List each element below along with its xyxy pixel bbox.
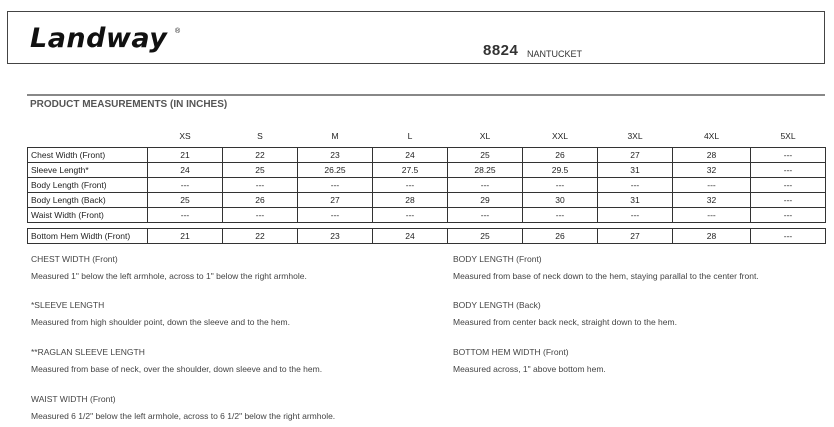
table-title: PRODUCT MEASUREMENTS (IN INCHES) bbox=[30, 99, 228, 110]
definition-text: Measured 6 1/2" below the left armhole, across to 6 1/2" below the right armhole. bbox=[31, 411, 336, 421]
size-header: 3XL bbox=[627, 131, 643, 141]
table-cell: 32 bbox=[673, 193, 751, 208]
size-header: S bbox=[257, 131, 263, 141]
table-cell: 31 bbox=[598, 193, 673, 208]
table-cell: 27 bbox=[298, 193, 373, 208]
table-cell: --- bbox=[751, 208, 826, 223]
row-label: Body Length (Front) bbox=[28, 178, 148, 193]
row-label: Bottom Hem Width (Front) bbox=[28, 229, 148, 244]
table-row bbox=[28, 229, 826, 244]
table-cell: --- bbox=[373, 178, 448, 193]
table-cell: --- bbox=[751, 178, 826, 193]
style-name: NANTUCKET bbox=[527, 49, 583, 59]
table-cell: 21 bbox=[148, 229, 223, 244]
definition-chest bbox=[31, 254, 411, 281]
table-cell: --- bbox=[751, 148, 826, 163]
measurements-section bbox=[27, 94, 825, 244]
table-cell: 24 bbox=[148, 163, 223, 178]
row-label: Sleeve Length* bbox=[28, 163, 148, 178]
table-cell: 27.5 bbox=[373, 163, 448, 178]
definition-title: WAIST WIDTH (Front) bbox=[31, 394, 116, 404]
table-cell: 30 bbox=[523, 193, 598, 208]
table-cell: 21 bbox=[148, 148, 223, 163]
style-number: 8824 bbox=[483, 42, 519, 59]
table-cell: 25 bbox=[223, 163, 298, 178]
definition-title: *SLEEVE LENGTH bbox=[31, 300, 105, 310]
table-cell: 26.25 bbox=[298, 163, 373, 178]
definition-text: Measured from base of neck down to the hem, staying parallal to the center front. bbox=[453, 271, 759, 281]
definition-title: BOTTOM HEM WIDTH (Front) bbox=[453, 347, 569, 357]
table-cell: --- bbox=[148, 178, 223, 193]
table-cell: --- bbox=[148, 208, 223, 223]
table-cell: 24 bbox=[373, 229, 448, 244]
table-cell: 28.25 bbox=[448, 163, 523, 178]
table-cell: 26 bbox=[523, 229, 598, 244]
table-cell: 23 bbox=[298, 148, 373, 163]
table-cell: 25 bbox=[448, 229, 523, 244]
table-cell: 28 bbox=[373, 193, 448, 208]
size-header: XS bbox=[179, 131, 191, 141]
size-header: 5XL bbox=[780, 131, 796, 141]
table-row bbox=[28, 178, 826, 193]
table-cell: --- bbox=[448, 208, 523, 223]
table-cell: --- bbox=[673, 178, 751, 193]
size-header: L bbox=[407, 131, 413, 141]
table-cell: --- bbox=[223, 178, 298, 193]
definition-text: Measured from base of neck, over the shoulder, down sleeve and to the hem. bbox=[31, 364, 323, 374]
table-cell: 26 bbox=[523, 148, 598, 163]
table-cell: 23 bbox=[298, 229, 373, 244]
table-cell: 29.5 bbox=[523, 163, 598, 178]
brand-logo: Landway bbox=[30, 23, 168, 54]
size-header: XXL bbox=[551, 131, 569, 141]
definition-text: Measured across, 1" above bottom hem. bbox=[453, 364, 606, 374]
table-cell: --- bbox=[523, 208, 598, 223]
definition-body-front bbox=[453, 254, 833, 281]
size-header: M bbox=[331, 131, 339, 141]
definition-text: Measured from center back neck, straight down to the hem. bbox=[453, 317, 677, 327]
table-cell: 28 bbox=[673, 229, 751, 244]
row-label: Waist Width (Front) bbox=[28, 208, 148, 223]
definition-waist bbox=[31, 394, 411, 421]
table-cell: --- bbox=[673, 208, 751, 223]
table-cell: 25 bbox=[448, 148, 523, 163]
table-cell: 26 bbox=[223, 193, 298, 208]
table-cell: 27 bbox=[598, 148, 673, 163]
definition-hem bbox=[453, 347, 833, 374]
table-cell: 29 bbox=[448, 193, 523, 208]
definition-text: Measured 1" below the left armhole, across to 1" below the right armhole. bbox=[31, 271, 307, 281]
table-row bbox=[28, 148, 826, 163]
definition-title: BODY LENGTH (Back) bbox=[453, 300, 541, 310]
table-row bbox=[28, 208, 826, 223]
table-cell: 22 bbox=[223, 229, 298, 244]
table-cell: --- bbox=[298, 178, 373, 193]
table-cell: --- bbox=[448, 178, 523, 193]
header-box bbox=[7, 11, 825, 64]
definition-title: CHEST WIDTH (Front) bbox=[31, 254, 118, 264]
table-cell: --- bbox=[523, 178, 598, 193]
table-cell: --- bbox=[751, 229, 826, 244]
table-cell: --- bbox=[223, 208, 298, 223]
table-cell: 28 bbox=[673, 148, 751, 163]
definition-text: Measured from high shoulder point, down the sleeve and to the hem. bbox=[31, 317, 290, 327]
definition-body-back bbox=[453, 300, 833, 327]
table-cell: --- bbox=[751, 163, 826, 178]
size-header-blank bbox=[28, 130, 148, 142]
table-cell: 27 bbox=[598, 229, 673, 244]
definition-title: **RAGLAN SLEEVE LENGTH bbox=[31, 347, 145, 357]
definition-title: BODY LENGTH (Front) bbox=[453, 254, 542, 264]
table-cell: --- bbox=[751, 193, 826, 208]
registered-mark: ® bbox=[175, 28, 181, 35]
table-cell: 32 bbox=[673, 163, 751, 178]
row-label: Body Length (Back) bbox=[28, 193, 148, 208]
size-header: 4XL bbox=[703, 131, 720, 141]
measurements-table bbox=[27, 130, 826, 244]
table-cell: 31 bbox=[598, 163, 673, 178]
table-row bbox=[28, 163, 826, 178]
table-row bbox=[28, 193, 826, 208]
table-cell: --- bbox=[598, 208, 673, 223]
definition-raglan bbox=[31, 347, 411, 374]
table-cell: 22 bbox=[223, 148, 298, 163]
definition-sleeve bbox=[31, 300, 411, 327]
table-cell: 25 bbox=[148, 193, 223, 208]
table-cell: --- bbox=[373, 208, 448, 223]
table-cell: 24 bbox=[373, 148, 448, 163]
table-cell: --- bbox=[598, 178, 673, 193]
row-label: Chest Width (Front) bbox=[28, 148, 148, 163]
table-cell: --- bbox=[298, 208, 373, 223]
size-header-row bbox=[28, 130, 826, 142]
size-header: XL bbox=[479, 131, 491, 141]
